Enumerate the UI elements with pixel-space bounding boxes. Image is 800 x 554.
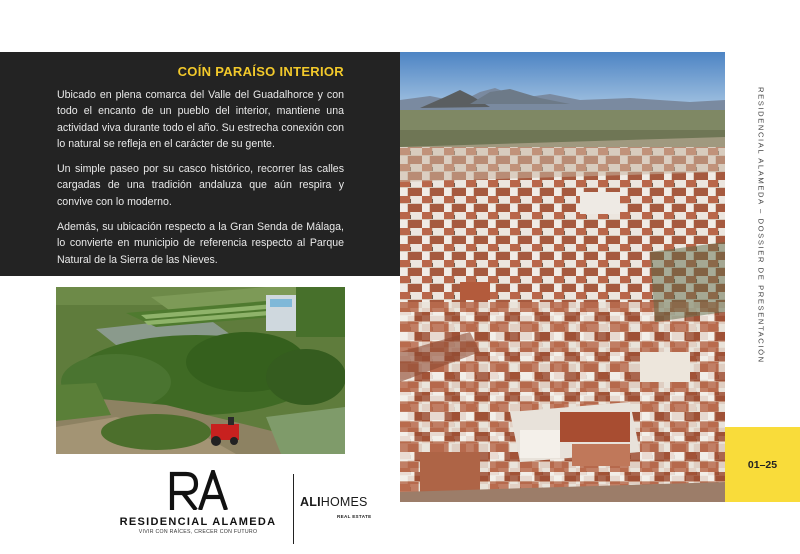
ra-logo-icon [166,470,232,510]
paragraph-2: Un simple paseo por su casco histórico, recorrer las calles cargadas de una tradición andaluza que aún respira y convive con lo moderno. [57,163,344,208]
brand-name: RESIDENCIAL ALAMEDA [119,516,277,528]
paragraph-3: Además, su ubicación respecto a la Gran Senda de Málaga, lo convierte en municipio de referencia respecto al Parque Natural de la Sierra de las Nieves. [57,221,344,266]
paragraph-1: Ubicado en plena comarca del Valle del Guadalhorce y con todo el encanto de un pueblo del interior, mantiene una actividad viva durante todo el año. Su estrecha conexión con lo natural se refleja en el carácter de su gente. [57,89,344,150]
logo-divider [293,474,294,544]
page-number-badge [725,427,800,502]
page-number: 01–25 [747,458,778,471]
aerial-farmland-photo [56,287,345,454]
section-title: COÍN PARAÍSO INTERIOR [177,64,344,79]
alihomes-name-bold: ALI [300,495,321,509]
alihomes-logo [300,495,368,509]
aerial-town-photo [400,52,725,502]
alihomes-subtitle: REAL ESTATE [337,514,372,519]
intro-text-panel [0,52,400,276]
document-side-title: RESIDENCIAL ALAMEDA – DOSSIER DE PRESENTACIÓN [756,86,766,364]
brand-tagline: VIVIR CON RAÍCES, CRECER CON FUTURO [138,529,258,535]
alihomes-name-light: HOMES [320,495,368,509]
